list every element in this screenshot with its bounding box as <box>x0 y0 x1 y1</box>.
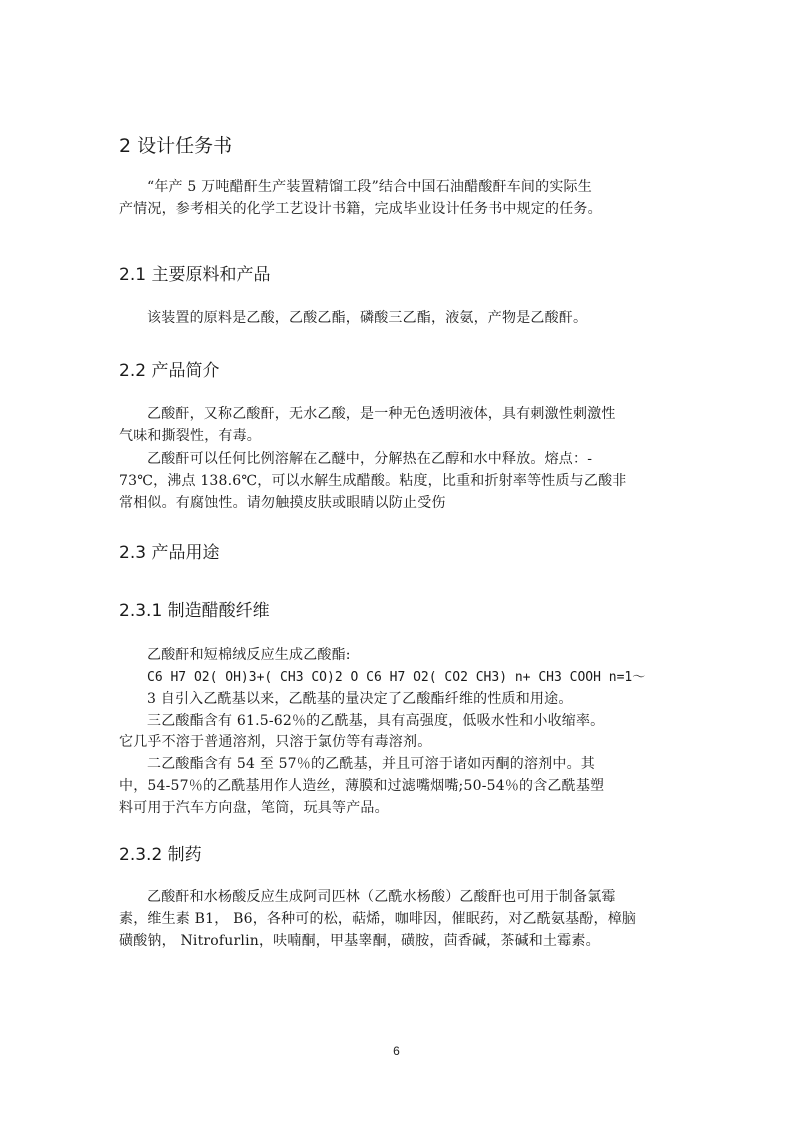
paragraph-line: 产情况，参考相关的化学工艺设计书籍，完成毕业设计任务书中规定的任务。 <box>119 201 602 217</box>
section-heading-2-2: 2.2 产品简介 <box>119 361 220 381</box>
section-heading-2-3-2: 2.3.2 制药 <box>119 845 202 865</box>
paragraph-line: 3 自引入乙酰基以来，乙酰基的量决定了乙酸酯纤维的性质和用途。 <box>147 691 573 707</box>
paragraph-line: 三乙酸酯含有 61.5-62％的乙酰基，具有高强度，低吸水性和小收缩率。 <box>147 713 605 729</box>
paragraph-line: 乙酸酐和水杨酸反应生成阿司匹林（乙酰水杨酸）乙酸酐也可用于制备氯霉 <box>147 889 616 905</box>
paragraph-line: 乙酸酐和短棉绒反应生成乙酸酯: <box>147 647 351 663</box>
paragraph-line: 乙酸酐，又称乙酸酐，无水乙酸，是一种无色透明液体，具有刺激性刺激性 <box>147 406 616 422</box>
paragraph-line: 该装置的原料是乙酸，乙酸乙酯，磷酸三乙酯，液氨，产物是乙酸酐。 <box>147 310 588 326</box>
paragraph-line: 它几乎不溶于普通溶剂，只溶于氯仿等有毒溶剂。 <box>119 734 432 750</box>
section-heading-2-1: 2.1 主要原料和产品 <box>119 265 271 285</box>
section-heading-2: 2 设计任务书 <box>119 135 233 157</box>
paragraph-line: 乙酸酐可以任何比例溶解在乙醚中，分解热在乙醇和水中释放。熔点：- <box>147 451 593 467</box>
formula-line: C6 H7 O2( OH)3+( CH3 CO)2 O C6 H7 O2( CO2 CH3) n+ CH3 COOH n=1～ <box>147 670 646 685</box>
paragraph-line: 素，维生素 B1， B6，各种可的松，萜烯，咖啡因，催眠药，对乙酰氨基酚，樟脑 <box>119 911 637 927</box>
section-heading-2-3: 2.3 产品用途 <box>119 543 220 563</box>
paragraph-line: 73℃，沸点 138.6℃，可以水解生成醋酸。粘度，比重和折射率等性质与乙酸非 <box>119 473 627 489</box>
paragraph-line: 磺酸钠， Nitrofurlin，呋喃酮，甲基睾酮，磺胺，茴香碱，茶碱和土霉素。 <box>119 933 600 949</box>
paragraph-line: “年产 5 万吨醋酐生产装置精馏工段”结合中国石油醋酸酐车间的实际生 <box>147 179 592 195</box>
page-number: 6 <box>393 1044 400 1058</box>
paragraph-line: 常相似。有腐蚀性。请勿触摸皮肤或眼睛以防止受伤 <box>119 495 446 511</box>
paragraph-line: 气味和撕裂性，有毒。 <box>119 428 261 444</box>
paragraph-line: 中，54-57％的乙酰基用作人造丝，薄膜和过滤嘴烟嘴;50-54％的含乙酰基塑 <box>119 778 605 794</box>
paragraph-line: 料可用于汽车方向盘，笔筒，玩具等产品。 <box>119 800 389 816</box>
paragraph-line: 二乙酸酯含有 54 至 57％的乙酰基，并且可溶于诸如丙酮的溶剂中。其 <box>147 756 595 772</box>
section-heading-2-3-1: 2.3.1 制造醋酸纤维 <box>119 601 270 621</box>
